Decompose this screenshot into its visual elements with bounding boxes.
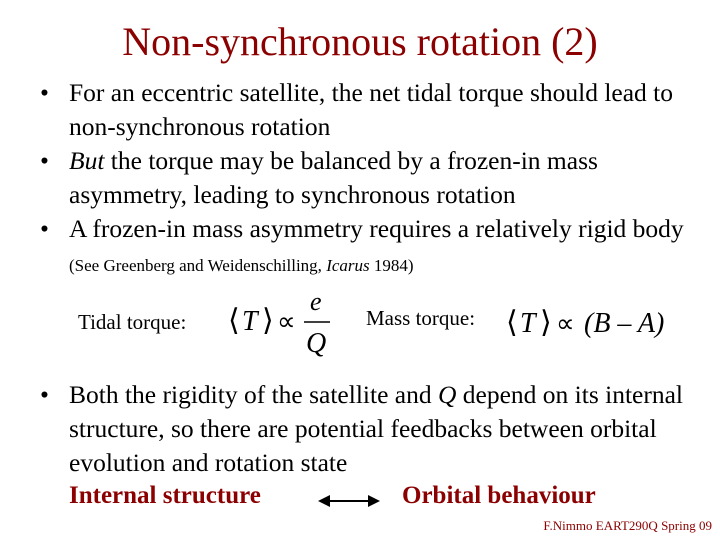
bullet-dot-icon: •	[40, 146, 49, 175]
equation-row	[0, 288, 720, 358]
reference-post: 1984)	[369, 256, 414, 275]
mass-rhs: (B – A)	[584, 308, 665, 339]
tidal-torque-equation	[222, 288, 340, 358]
bullet-text: the torque may be balanced by a frozen-in mass asymmetry, leading to synchronous rotation	[69, 146, 598, 209]
bullet-item-feedback	[40, 378, 690, 480]
tidal-numerator: e	[310, 288, 322, 316]
bullet-item	[40, 76, 690, 144]
svg-text:⟨: ⟨	[228, 304, 240, 337]
footer-credit: F.Nimmo EART290Q Spring 09	[543, 518, 712, 533]
svg-text:⟩: ⟩	[262, 304, 274, 337]
orbital-behaviour-label: Orbital behaviour	[402, 482, 596, 509]
svg-text:⟨: ⟨	[506, 306, 518, 339]
tidal-denominator: Q	[306, 328, 327, 358]
svg-text:⟩: ⟩	[540, 306, 552, 339]
double-arrow-icon	[318, 490, 380, 512]
bullet-dot-icon: •	[40, 214, 49, 243]
bullet-text: For an eccentric satellite, the net tidal torque should lead to non-synchronous rotation	[69, 78, 674, 141]
bullet-emphasis: Q	[437, 380, 457, 409]
tidal-torque-label: Tidal torque:	[78, 310, 187, 334]
bullet-dot-icon: •	[40, 380, 49, 409]
slide-title: Non-synchronous rotation (2)	[122, 19, 598, 64]
mass-lhs: T	[520, 308, 536, 339]
bullet-dot-icon: •	[40, 78, 49, 107]
bullet-item	[40, 144, 690, 212]
proportional-icon: ∝	[277, 307, 296, 336]
reference	[69, 256, 414, 275]
tidal-lhs: T	[242, 306, 258, 337]
bullet-text: A frozen-in mass asymmetry requires a relatively rigid body	[69, 214, 684, 243]
reference-pre: (See Greenberg and Weidenschilling,	[69, 256, 327, 275]
proportional-icon: ∝	[556, 309, 575, 338]
bullet-list	[40, 76, 690, 283]
internal-structure-label: Internal structure	[69, 482, 261, 509]
bullet-text: Both the rigidity of the satellite and	[69, 380, 438, 409]
mass-torque-label: Mass torque:	[366, 306, 476, 330]
mass-torque-equation	[504, 288, 680, 358]
bullet-item	[40, 212, 690, 283]
bullet-text: depend on its internal structure, so there are potential feedbacks between orbital evolution and rotation state	[69, 380, 684, 477]
reference-journal: Icarus	[326, 256, 370, 275]
bullet-emphasis: But	[69, 146, 105, 175]
